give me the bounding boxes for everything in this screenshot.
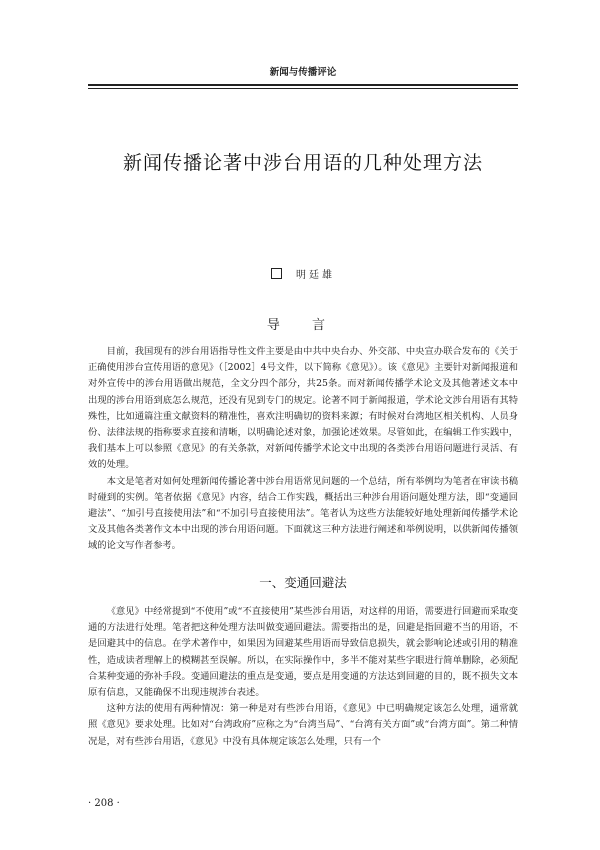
section1-body — [88, 604, 518, 750]
page-number: · 208 · — [88, 798, 120, 809]
author-name: 明廷雄 — [296, 270, 335, 281]
intro-paragraph-2: 本文是笔者对如何处理新闻传播论著中涉台用语常见问题的一个总结，所有举例均为笔者在审读书稿时碰到的实例。笔者依据《意见》内容，结合工作实践，概括出三种涉台用语问题处理方法，即“变通回避法”、“加引号直接使用法”和“不加引号直接使用法”。笔者认为这些方法能较好地处理新闻传播学术论文及其他各类著作文本中出现的涉台用语问题。下面就这三种方法进行阐述和举例说明，以供新闻传播领域的论文写作者参考。 — [88, 475, 518, 552]
header-rule-thick — [88, 84, 518, 86]
intro-paragraph-1: 目前，我国现有的涉台用语指导性文件主要是由中共中央台办、外交部、中央宣办联合发布的《关于正确使用涉台宣传用语的意见》（［2002］4号文件，以下简称《意见》）。该《意见》主要针对新闻报道和对外宣传中的涉台用语做出规范，全文分四个部分，共25条。而对新闻传播学术论文及其他著述文本中出现的涉台用语到底怎么规范，还没有见到专门的规定。论著不同于新闻报道，学术论文涉台用语有其特殊性，比如通篇注重文献资料的精准性，喜欢注明确切的资料来源；有时候对台湾地区相关机构、人员身份、法律法规的指称要求直接和清晰，以明确论述对象，加强论述效果。尽管如此，在编辑工作实践中，我们基本上可以参照《意见》的有关条款，对新闻传播学术论文中出现的各类涉台用语问题进行灵活、有效的处理。 — [88, 346, 518, 471]
header-rule-thin — [88, 88, 518, 89]
section1-paragraph-2: 这种方法的使用有两种情况：第一种是对有些涉台用语，《意见》中已明确规定该怎么处理，通常就照《意见》要求处理。比如对“台湾政府”应称之为“台湾当局”、“台湾有关方面”或“台湾方面”。第二种情况是，对有些涉台用语，《意见》中没有具体规定该怎么处理，只有一个 — [88, 703, 518, 747]
journal-header: 新闻与传播评论 — [269, 67, 337, 78]
author-line — [88, 266, 518, 281]
article-title: 新闻传播论著中涉台用语的几种处理方法 — [122, 152, 483, 174]
section1-heading: 一、变通回避法 — [259, 575, 347, 590]
author-box-icon — [271, 268, 282, 279]
intro-heading: 导 言 — [266, 318, 340, 333]
intro-body — [88, 344, 518, 555]
section1-paragraph-1: 《意见》中经常提到“不使用”或“不直接使用”某些涉台用语，对这样的用语，需要进行回避而采取变通的方法进行处理。笔者把这种处理方法叫做变通回避法。需要指出的是，回避是指回避不当的用语，不是回避其中的信息。在学术著作中，如果因为回避某些用语而导致信息损失，就会影响论述或引用的精准性，造成读者理解上的模糊甚至误解。所以，在实际操作中，多半不能对某些字眼进行简单删除，必须配合某种变通的弥补手段。变通回避法的重点是变通，要点是用变通的方法达到回避的目的，既不损失文本原有信息，又能确保不出现违规涉台表述。 — [88, 606, 518, 699]
